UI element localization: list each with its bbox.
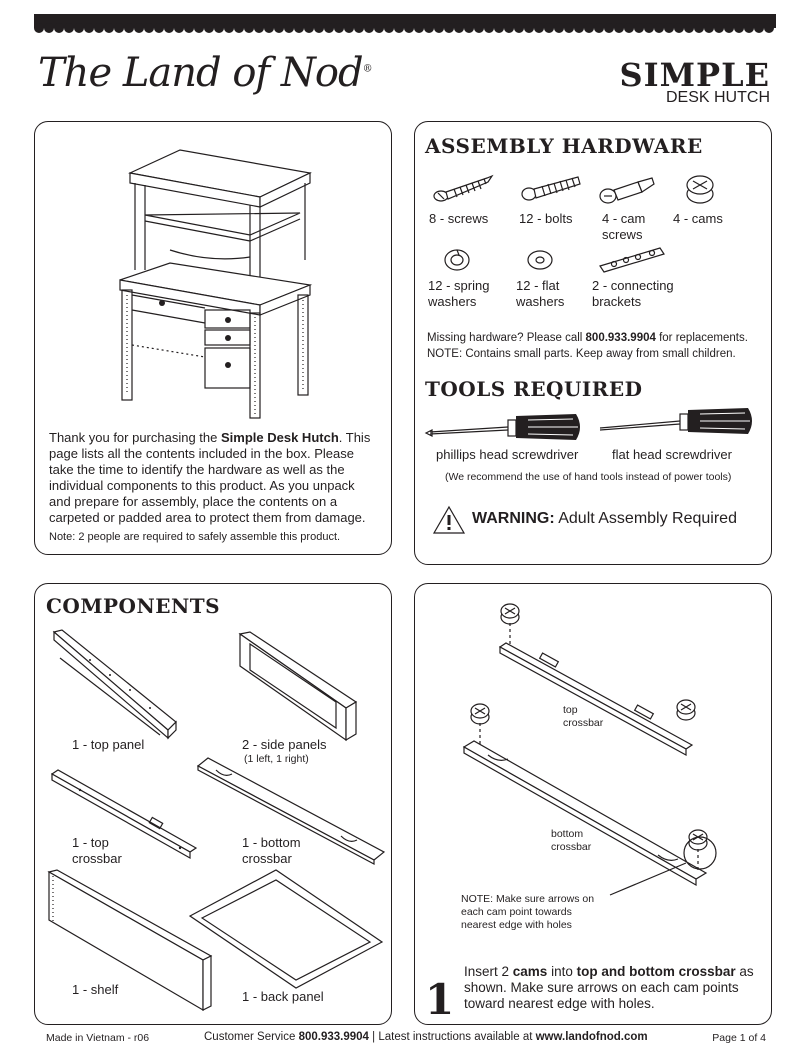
missing-hardware-text: Missing hardware? Please call 800.933.9904 for replacements. — [427, 332, 748, 344]
warning-icon — [432, 505, 466, 535]
product-subtitle: DESK HUTCH — [665, 89, 770, 106]
label-back-panel: 1 - back panel — [242, 989, 324, 1004]
intro-note: Note: 2 people are required to safely assemble this product. — [49, 531, 341, 543]
flat-screwdriver-icon — [598, 404, 758, 438]
intro-text: Thank you for purchasing the Simple Desk Hutch. This page lists all the contents included in the box. Please take the time to identify the hardware as well as the individual components to this product. As you unpack and prepare for assembly, place the contents on a carpeted or padded area to protect them from damage. — [49, 430, 371, 525]
label-shelf: 1 - shelf — [72, 982, 119, 997]
step1-label-bottom-crossbar: bottom crossbar — [551, 828, 592, 853]
step1-note: NOTE: Make sure arrows on each cam point towards nearest edge with holes — [461, 893, 595, 931]
label-side-panels: 2 - side panels — [242, 737, 327, 752]
made-in-text: Made in Vietnam - r06 — [46, 1032, 150, 1044]
label-bottom-crossbar: 1 - bottom crossbar — [242, 835, 301, 866]
spring-washer-icon — [443, 248, 473, 272]
cam-icon — [683, 172, 719, 206]
bolt-icon — [520, 172, 586, 204]
hardware-label-brackets: 2 - connecting brackets — [592, 278, 674, 309]
side-panels-part — [236, 632, 362, 742]
page-number: Page 1 of 4 — [712, 1032, 766, 1044]
hardware-label-cams: 4 - cams — [673, 211, 723, 226]
phillips-screwdriver-icon — [428, 410, 588, 444]
screw-icon — [432, 172, 498, 204]
hardware-label-flat-washers: 12 - flat washers — [516, 278, 565, 309]
label-side-panels-note: (1 left, 1 right) — [244, 753, 309, 765]
step1-diagram — [460, 595, 730, 895]
scallop-border — [34, 14, 776, 36]
step1-instructions: Insert 2 cams into top and bottom crossbar as shown. Make sure arrows on each cam points toward nearest edge with holes. — [464, 964, 754, 1011]
small-parts-note: NOTE: Contains small parts. Keep away from small children. — [427, 348, 736, 360]
tool-label-flat: flat head screwdriver — [612, 447, 732, 462]
back-panel-part — [188, 870, 384, 990]
customer-service-line: Customer Service 800.933.9904 | Latest instructions available at www.landofnod.com — [204, 1031, 648, 1043]
tools-recommendation: (We recommend the use of hand tools instead of power tools) — [445, 471, 732, 483]
tool-label-phillips: phillips head screwdriver — [436, 447, 579, 462]
label-top-crossbar: 1 - top crossbar — [72, 835, 122, 866]
hardware-label-screws: 8 - screws — [429, 211, 489, 226]
hardware-label-bolts: 12 - bolts — [519, 211, 573, 226]
hardware-heading: ASSEMBLY HARDWARE — [425, 134, 703, 158]
components-heading: COMPONENTS — [46, 594, 221, 618]
top-panel-part — [50, 630, 180, 740]
hardware-label-cam-screws: 4 - cam screws — [602, 211, 646, 242]
product-title: SIMPLE — [619, 56, 770, 94]
label-top-panel: 1 - top panel — [72, 737, 145, 752]
step1-label-top-crossbar: top crossbar — [563, 704, 604, 729]
warning-text: WARNING: Adult Assembly Required — [472, 510, 737, 527]
step-number: 1 — [425, 975, 455, 1024]
website-link[interactable]: www.landofnod.com — [535, 1031, 648, 1043]
cam-screw-icon — [598, 170, 658, 206]
tools-heading: TOOLS REQUIRED — [425, 377, 643, 401]
hardware-label-spring-washers: 12 - spring washers — [428, 278, 490, 309]
brand-logo[interactable]: The Land of Nod® — [38, 50, 372, 96]
desk-hutch-illustration — [110, 145, 320, 420]
connecting-bracket-icon — [596, 246, 668, 274]
flat-washer-icon — [526, 248, 556, 272]
